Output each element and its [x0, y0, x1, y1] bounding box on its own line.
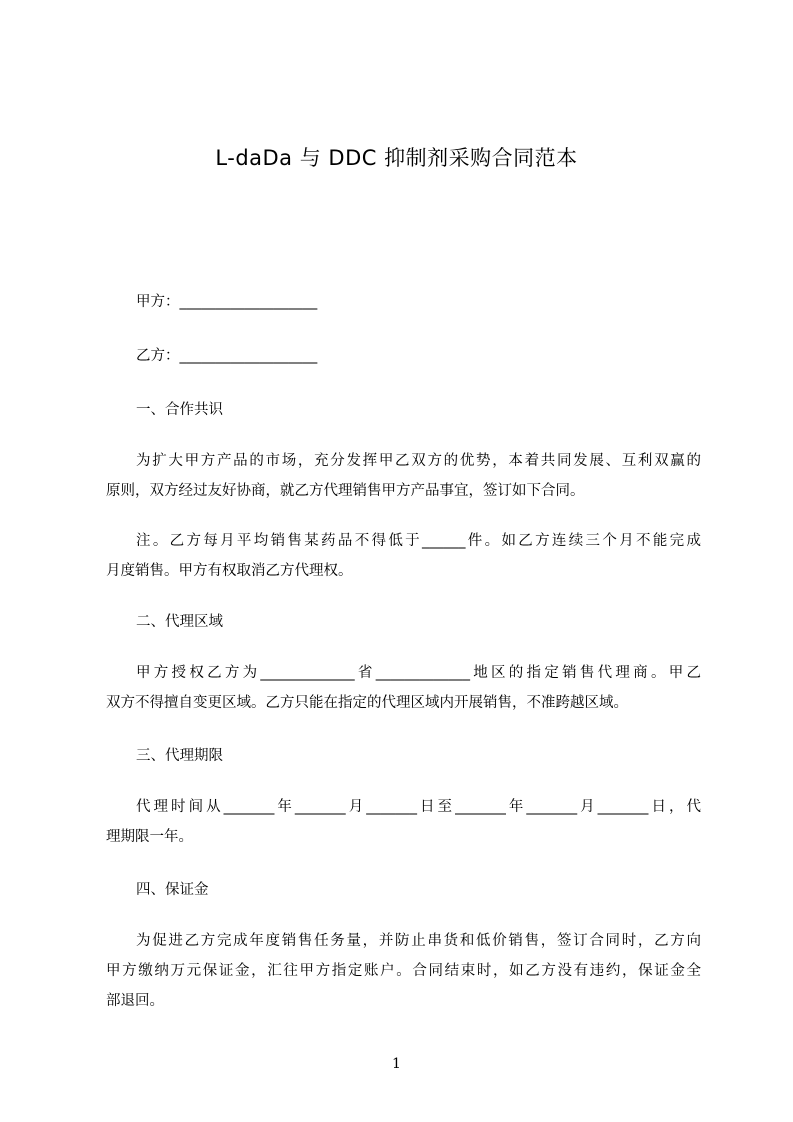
section-heading-cooperation: 一、合作共识 [136, 402, 223, 418]
party-b-line [136, 344, 317, 365]
paragraph-line: 月度销售。甲方有权取消乙方代理权。 [106, 563, 353, 579]
paragraph-line: 为扩大甲方产品的市场，充分发挥甲乙双方的优势，本着共同发展、互利双赢的 [136, 453, 701, 469]
paragraph-line: 双方不得擅自变更区域。乙方只能在指定的代理区域内开展销售，不准跨越区域。 [106, 695, 628, 711]
party-b-blank: ___________________ [179, 348, 318, 364]
paragraph-line: 甲方授权乙方为_____________省_____________地区的指定销售代理商。甲乙 [136, 665, 701, 681]
paragraph-sales-minimum [106, 526, 701, 586]
party-a-line [136, 290, 317, 311]
section-heading-region: 二、代理区域 [136, 614, 223, 630]
paragraph-cooperation [106, 446, 701, 506]
page-number: 1 [392, 1056, 401, 1072]
paragraph-line: 部退回。 [106, 993, 164, 1009]
section-heading-deposit: 四、保证金 [136, 882, 209, 898]
party-b-label: 乙方： [136, 348, 180, 364]
paragraph-term [106, 792, 701, 852]
document-title: L-daDa 与 DDC 抑制剂采购合同范本 [215, 146, 578, 170]
paragraph-line: 原则，双方经过友好协商，就乙方代理销售甲方产品事宜，签订如下合同。 [106, 483, 585, 499]
paragraph-line: 理期限一年。 [106, 829, 193, 845]
party-a-blank: ___________________ [179, 294, 318, 310]
paragraph-line: 代理时间从_______年_______月_______日至_______年_______月_______日，代 [136, 799, 701, 815]
party-a-label: 甲方： [136, 294, 180, 310]
paragraph-line: 注。乙方每月平均销售某药品不得低于______件。如乙方连续三个月不能完成 [136, 533, 701, 549]
paragraph-line: 甲方缴纳万元保证金，汇往甲方指定账户。合同结束时，如乙方没有违约，保证金全 [106, 963, 701, 979]
section-heading-term: 三、代理期限 [136, 748, 223, 764]
paragraph-deposit [106, 926, 701, 1016]
paragraph-region [106, 658, 701, 718]
paragraph-line: 为促进乙方完成年度销售任务量，并防止串货和低价销售，签订合同时，乙方向 [136, 933, 701, 949]
